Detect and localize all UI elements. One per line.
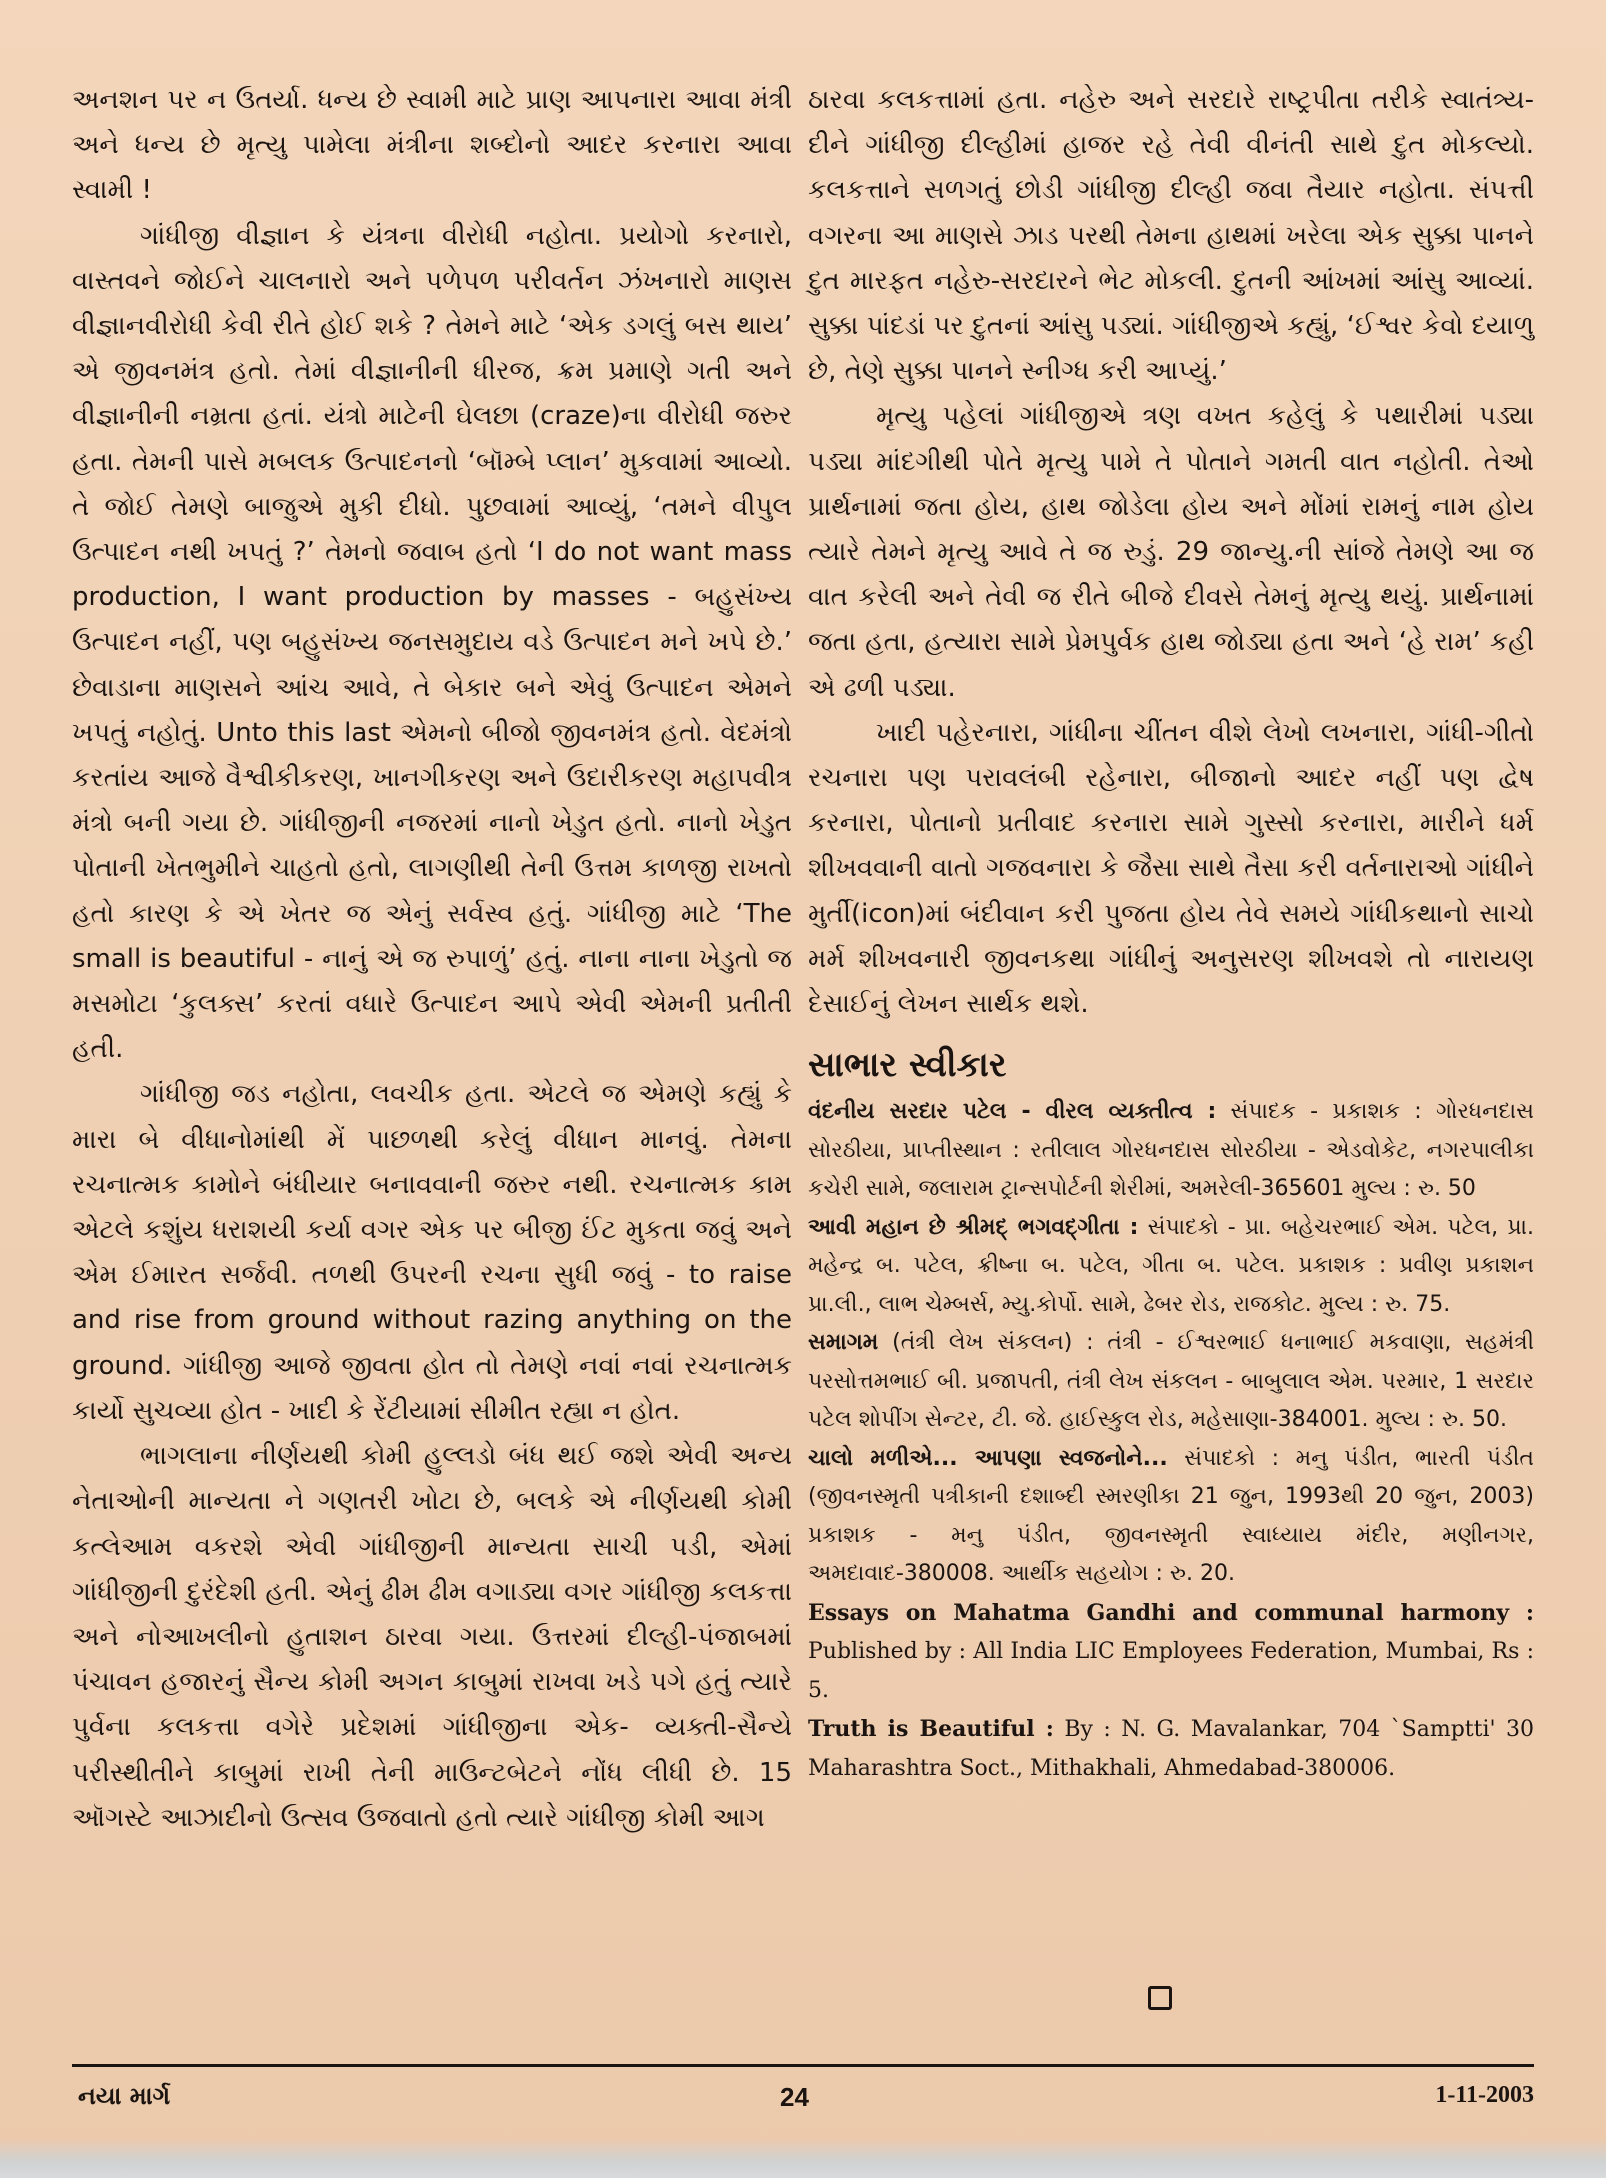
book-review-entry (808, 1093, 1534, 1209)
book-title: ચાલો મળીએ... આપણા સ્વજનોને... (808, 1445, 1168, 1471)
page-bottom-edge (0, 2138, 1606, 2178)
book-review-entry (808, 1324, 1534, 1440)
book-title: આવી મહાન છે શ્રીમદ્ ભગવદ્ગીતા : (808, 1214, 1139, 1240)
issue-date: 1-11-2003 (1435, 2082, 1534, 2108)
section-title: સાભાર સ્વીકાર (808, 1045, 1007, 1086)
paragraph: ગાંધીજી જડ નહોતા, લવચીક હતા. એટલે જ એમણે કહ્યું કે મારા બે વીધાનોમાંથી મેં પાછળથી કરેલું વીધાન માનવું. તેમના રચનાત્મક કામોને બંધીયાર બનાવવાની જરુર નથી. રચનાત્મક કામ એટલે કશુંય ધરાશયી કર્યા વગર એક પર બીજી ઈંટ મુકતા જવું અને એમ ઈમારત સર્જવી. તળથી ઉપરની રચના સુધી જવું - to raise and rise from ground without razing anything on the ground. ગાંધીજી આજે જીવતા હોત તો તેમણે નવાં નવાં રચનાત્મક કાર્યો સુચવ્યા હોત - ખાદી કે રેંટીયામાં સીમીત રહ્યા ન હોત. (72, 1079, 792, 1426)
book-review-entry (808, 1594, 1534, 1711)
book-details: સંપાદકો : મનુ પંડીત, ભારતી પંડીત (જીવનસ્મૃતી પત્રીકાની દશાબ્દી સ્મરણીકા 21 જુન, 1993થી 20 જુન, 2003) પ્રકાશક - મનુ પંડીત, જીવનસ્મૃતી સ્વાધ્યાય મંદીર, મણીનગર, અમદાવાદ-380008. આર્થીક સહયોગ : રુ. 20. (808, 1445, 1534, 1587)
book-review-entry (808, 1440, 1534, 1594)
book-details: Published by : All India LIC Employees Federation, Mumbai, Rs : 5. (808, 1639, 1534, 1703)
magazine-name: નયા માર્ગ (78, 2082, 171, 2110)
paragraph: ખાદી પહેરનારા, ગાંધીના ચીંતન વીશે લેખો લખનારા, ગાંધી-ગીતો રચનારા પણ પરાવલંબી રહેનારા, બીજાનો આદર નહીં પણ દ્વેષ કરનારા, પોતાનો પ્રતીવાદ કરનારા સામે ગુસ્સો કરનારા, મારીને ધર્મ શીખવવાની વાતો ગજવનારા કે જૈસા સાથે તૈસા કરી વર્તનારાઓ ગાંધીને મુર્તી(icon)માં બંદીવાન કરી પુજતા હોય તેવે સમયે ગાંધીકથાનો સાચો મર્મ શીખવનારી જીવનકથા ગાંધીનું અનુસરણ શીખવશે તો નારાયણ દેસાઈનું લેખન સાર્થક થશે. (808, 717, 1534, 1020)
book-details: સંપાદક - પ્રકાશક : ગોરધનદાસ સોરઠીયા, પ્રાપ્તીસ્થાન : રતીલાલ ગોરધનદાસ સોરઠીયા - એડવોકેટ, નગરપાલીકા કચેરી સામે, જલારામ ટ્રાન્સપોર્ટની શેરીમાં, અમરેલી-365601 મુલ્ય : રુ. 50 (808, 1099, 1534, 1202)
book-title: Essays on Mahatma Gandhi and communal harmony : (808, 1599, 1534, 1626)
paragraph: ભાગલાના નીર્ણયથી કોમી હુલ્લડો બંધ થઈ જશે એવી અન્ય નેતાઓની માન્યતા ને ગણતરી ખોટા છે, બલકે એ નીર્ણયથી કોમી કત્લેઆમ વકરશે એવી ગાંધીજીની માન્યતા સાચી પડી, એમાં ગાંધીજીની દુરંદેશી હતી. એનું ઢીમ ઢીમ વગાડ્યા વગર ગાંધીજી કલકત્તા અને નોઆખલીનો હુતાશન ઠારવા ગયા. ઉત્તરમાં દીલ્હી-પંજાબમાં પંચાવન હજારનું સૈન્ય કોમી અગન કાબુમાં રાખવા ખડે પગે હતું ત્યારે પુર્વના કલકત્તા વગેરે પ્રદેશમાં ગાંધીજીના એક- વ્યક્તી-સૈન્યે પરીસ્થીતીને કાબુમાં રાખી તેની માઉન્ટબેટને નોંધ લીધી છે. 15 ઑગસ્ટે આઝાદીનો ઉત્સવ ઉજવાતો હતો ત્યારે ગાંધીજી કોમી આગ (72, 1441, 792, 1833)
book-details: By : N. G. Mavalankar, 704 `Samptti' 30 Maharashtra Soct., Mithakhali, Ahmedabad-380006. (808, 1717, 1534, 1781)
book-details: (તંત્રી લેખ સંકલન) : તંત્રી - ઈશ્વરભાઈ ધનાભાઈ મકવાણા, સહમંત્રી પરસોત્તમભાઈ બી. પ્રજાપતી, તંત્રી લેખ સંકલન - બાબુલાલ એમ. પરમાર, 1 સરદાર પટેલ શોપીંગ સેન્ટર, ટી. જે. હાઈસ્કુલ રોડ, મહેસાણા-384001. મુલ્ય : રુ. 50. (808, 1330, 1534, 1433)
left-column (72, 78, 792, 1841)
book-details: સંપાદકો - પ્રા. બહેચરભાઈ એમ. પટેલ, પ્રા. મહેન્દ્ર બ. પટેલ, ક્રીષ્ના બ. પટેલ, ગીતા બ. પટેલ. પ્રકાશક : પ્રવીણ પ્રકાશન પ્રા.લી., લાભ ચેમ્બર્સ, મ્યુ.કોર્પો. સામે, ઢેબર રોડ, રાજકોટ. મુલ્ય : રુ. 75. (808, 1214, 1534, 1317)
end-of-article-square-icon (1148, 1986, 1172, 2010)
paragraph: અનશન પર ન ઉતર્યા. ધન્ય છે સ્વામી માટે પ્રાણ આપનારા આવા મંત્રી અને ધન્ય છે મૃત્યુ પામેલા મંત્રીના શબ્દોનો આદર કરનારા આવા સ્વામી ! (72, 85, 792, 206)
book-review-entry (808, 1710, 1534, 1788)
page-number: 24 (780, 2082, 809, 2112)
paragraph: ગાંધીજી વીજ્ઞાન કે યંત્રના વીરોધી નહોતા. પ્રયોગો કરનારો, વાસ્તવને જોઈને ચાલનારો અને પળેપળ પરીવર્તન ઝંખનારો માણસ વીજ્ઞાનવીરોધી કેવી રીતે હોઈ શકે ? તેમને માટે ‘એક ડગલું બસ થાય’ એ જીવનમંત્ર હતો. તેમાં વીજ્ઞાનીની ધીરજ, ક્રમ પ્રમાણે ગતી અને વીજ્ઞાનીની નમ્રતા હતાં. યંત્રો માટેની ઘેલછા (craze)ના વીરોધી જરુર હતા. તેમની પાસે મબલક ઉત્પાદનનો ‘બૉમ્બે પ્લાન’ મુકવામાં આવ્યો. તે જોઈ તેમણે બાજુએ મુકી દીધો. પુછવામાં આવ્યું, ‘તમને વીપુલ ઉત્પાદન નથી ખપતું ?’ તેમનો જવાબ હતો ‘I do not want mass production, I want production by masses - બહુસંખ્ય ઉત્પાદન નહીં, પણ બહુસંખ્ય જનસમુદાય વડે ઉત્પાદન મને ખપે છે.’ છેવાડાના માણસને આંચ આવે, તે બેકાર બને એવું ઉત્પાદન એમને ખપતું નહોતું. Unto this last એમનો બીજો જીવનમંત્ર હતો. વેદમંત્રો કરતાંય આજે વૈશ્વીકીકરણ, ખાનગીકરણ અને ઉદારીકરણ મહાપવીત્ર મંત્રો બની ગયા છે. ગાંધીજીની નજરમાં નાનો ખેડુત હતો. નાનો ખેડુત પોતાની ખેતભુમીને ચાહતો હતો, લાગણીથી તેની ઉત્તમ કાળજી રાખતો હતો કારણ કે એ ખેતર જ એનું સર્વસ્વ હતું. ગાંધીજી માટે ‘The small is beautiful - નાનું એ જ રુપાળું’ હતું. નાના નાના ખેડુતો જ મસમોટા ‘કુલક્સ’ કરતાં વધારે ઉત્પાદન આપે એવી એમની પ્રતીતી હતી. (72, 220, 792, 1065)
book-title: Truth is Beautiful : (808, 1716, 1054, 1743)
paragraph: ઠારવા કલકત્તામાં હતા. નહેરુ અને સરદારે રાષ્ટ્રપીતા તરીકે સ્વાતંત્ર્ય-દીને ગાંધીજી દીલ્હીમાં હાજર રહે તેવી વીનંતી સાથે દુત મોકલ્યો. કલકત્તાને સળગતું છોડી ગાંધીજી દીલ્હી જવા તૈયાર નહોતા. સંપત્તી વગરના આ માણસે ઝાડ પરથી તેમના હાથમાં ખરેલા એક સુક્કા પાનને દુત મારફત નહેરુ-સરદારને ભેટ મોકલી. દુતની આંખમાં આંસુ આવ્યાં. સુક્કા પાંદડાં પર દુતનાં આંસુ પડ્યાં. ગાંધીજીએ કહ્યું, ‘ઈશ્વર કેવો દયાળુ છે, તેણે સુક્કા પાનને સ્નીગ્ધ કરી આપ્યું.’ (808, 85, 1534, 387)
book-title: વંદનીય સરદાર પટેલ - વીરલ વ્યક્તીત્વ : (808, 1099, 1217, 1125)
book-review-entry (808, 1209, 1534, 1325)
footer-divider (72, 2064, 1534, 2067)
right-column (808, 78, 1534, 1788)
book-title: સમાગમ (808, 1330, 879, 1356)
paragraph: મૃત્યુ પહેલાં ગાંધીજીએ ત્રણ વખત કહેલું કે પથારીમાં પડ્યા પડ્યા માંદગીથી પોતે મૃત્યુ પામે તે પોતાને ગમતી વાત નહોતી. તેઓ પ્રાર્થનામાં જતા હોય, હાથ જોડેલા હોય અને મોંમાં રામનું નામ હોય ત્યારે તેમને મૃત્યુ આવે તે જ રુડું. 29 જાન્યુ.ની સાંજે તેમણે આ જ વાત કરેલી અને તેવી જ રીતે બીજે દીવસે તેમનું મૃત્યુ થયું. પ્રાર્થનામાં જતા હતા, હત્યારા સામે પ્રેમપુર્વક હાથ જોડ્યા હતા અને ‘હે રામ’ કહી એ ઢળી પડ્યા. (808, 401, 1534, 703)
